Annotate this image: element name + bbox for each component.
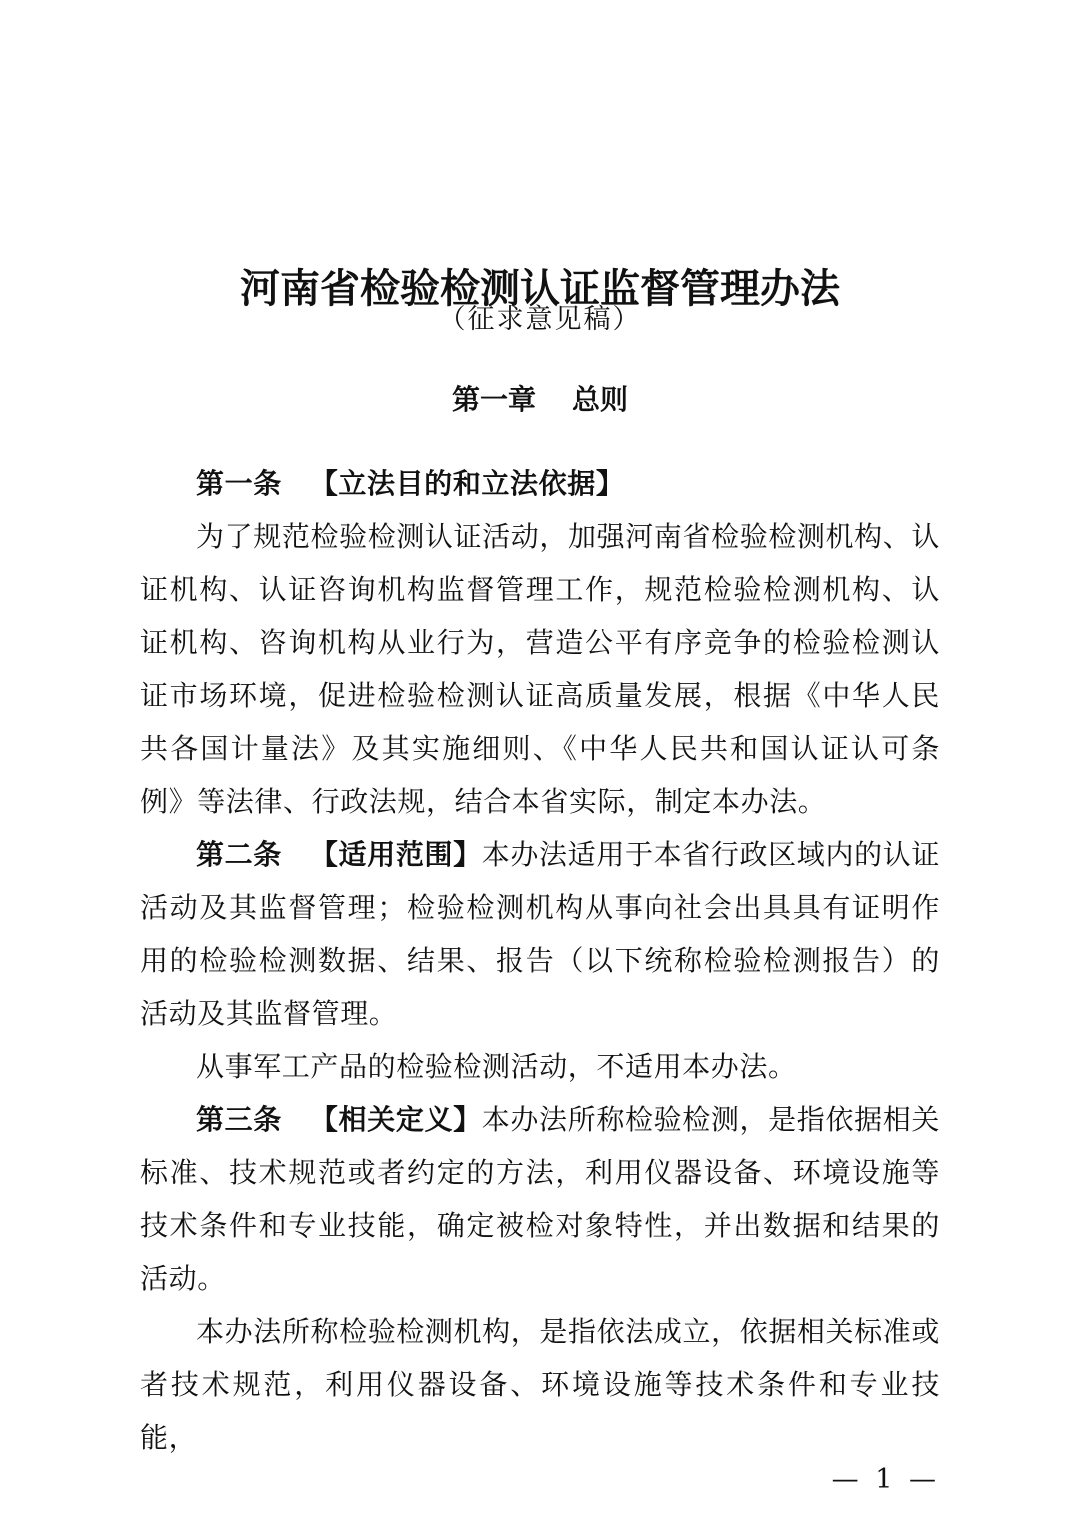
article-heading: 【适用范围】	[309, 838, 482, 871]
article-heading: 【相关定义】	[309, 1103, 482, 1136]
chapter-heading	[0, 378, 1080, 422]
chapter-name: 总则	[572, 383, 629, 416]
article-1-heading	[140, 457, 940, 510]
article-3-paragraph-2: 本办法所称检验检测机构，是指依法成立，依据相关标准或者技术规范，利用仪器设备、环境设施等技术条件和专业技能，	[140, 1315, 940, 1454]
article-2-paragraph-2: 从事军工产品的检验检测活动，不适用本办法。	[196, 1050, 797, 1083]
document-title: 河南省检验检测认证监督管理办法	[240, 264, 840, 312]
document-body	[140, 457, 940, 1464]
article-1-paragraph: 为了规范检验检测认证活动，加强河南省检验检测机构、认证机构、认证咨询机构监督管理工作，规范检验检测机构、认证机构、咨询机构从业行为，营造公平有序竞争的检验检测认证市场环境，促进检验检测认证高质量发展，根据《中华人民共各国计量法》及其实施细则、《中华人民共和国认证认可条例》等法律、行政法规，结合本省实际，制定本办法。	[140, 520, 940, 818]
article-2-paragraph	[140, 828, 940, 1040]
article-heading: 【立法目的和立法依据】	[309, 467, 625, 500]
article-number: 第一条	[196, 467, 282, 500]
article-number: 第三条	[196, 1103, 282, 1136]
page-number: — 1 —	[831, 1464, 940, 1495]
document-subtitle: （征求意见稿）	[438, 304, 642, 335]
article-number: 第二条	[196, 838, 282, 871]
article-text: 本办法所称检验检测，是指依据相关标准、技术规范或者约定的方法，利用仪器设备、环境设施等技术条件和专业技能，确定被检对象特性，并出数据和结果的活动。	[140, 1103, 940, 1295]
article-3-paragraph	[140, 1093, 940, 1305]
article-text: 本办法适用于本省行政区域内的认证活动及其监督管理；检验检测机构从事向社会出具具有证明作用的检验检测数据、结果、报告（以下统称检验检测报告）的活动及其监督管理。	[140, 838, 940, 1030]
chapter-number: 第一章	[451, 383, 536, 416]
